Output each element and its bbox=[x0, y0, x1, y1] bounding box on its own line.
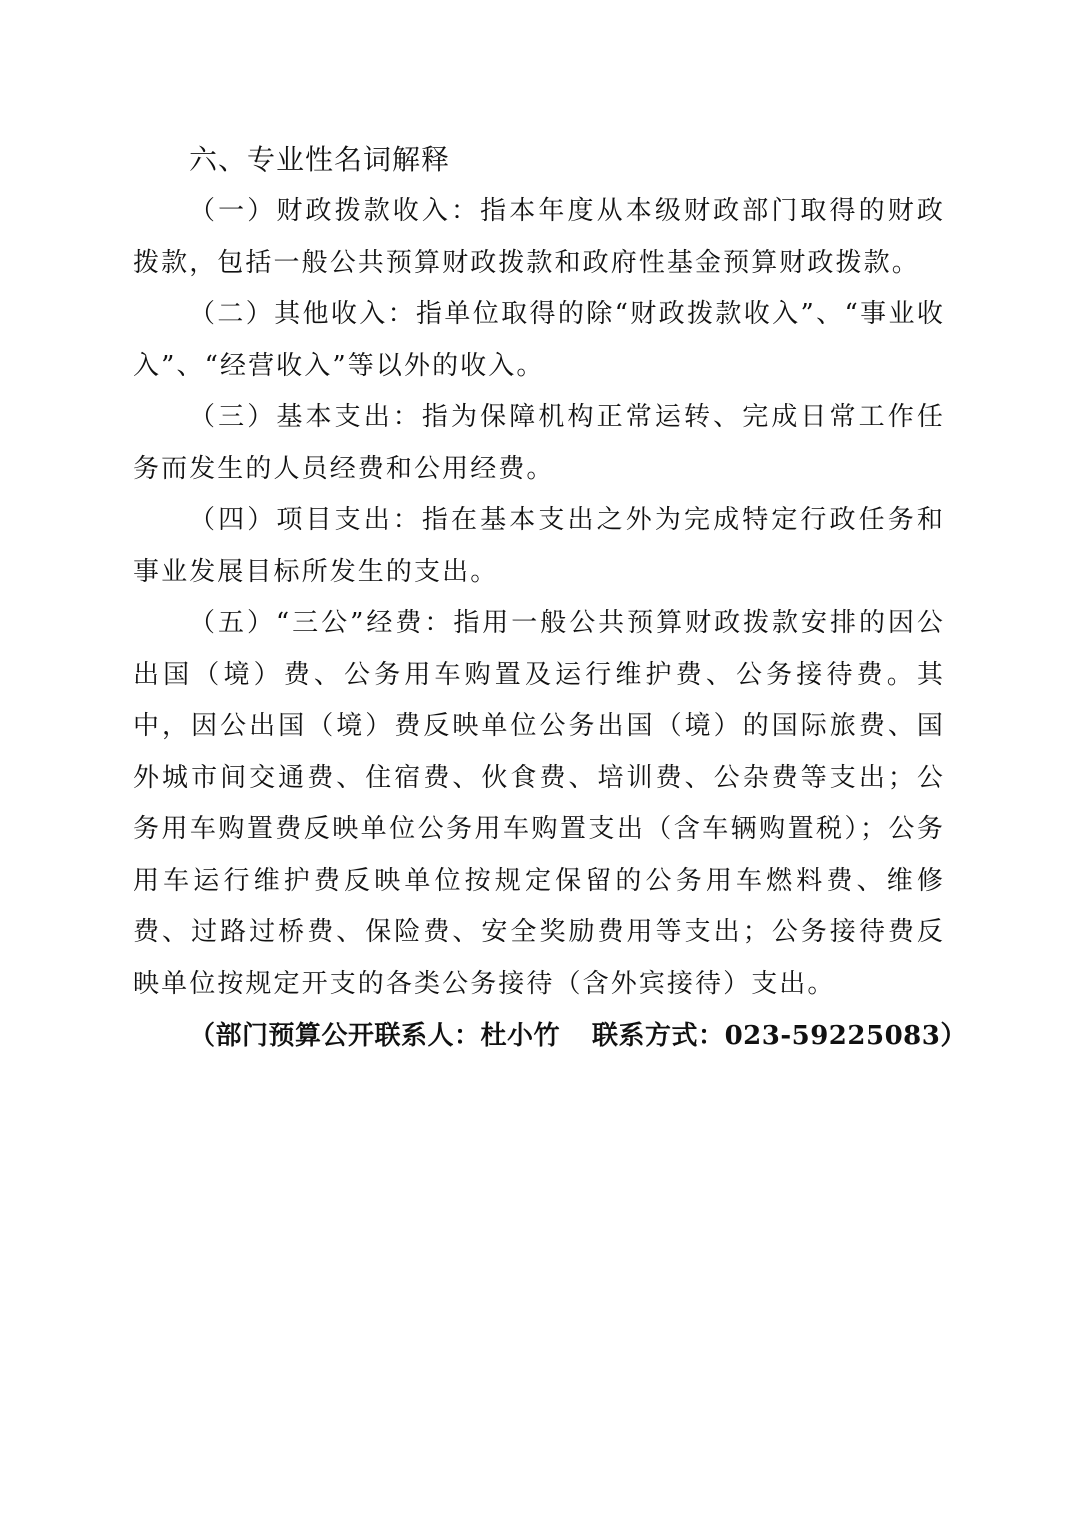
contact-phone: 023-59225083 bbox=[724, 1021, 941, 1051]
contact-line bbox=[133, 1010, 967, 1062]
definition-three-public-expenses: （五）“三公”经费：指用一般公共预算财政拨款安排的因公出国（境）费、公务用车购置及运行维护费、公务接待费。其中，因公出国（境）费反映单位公务出国（境）的国际旅费、国外城市间交通费、住宿费、伙食费、培训费、公杂费等支出；公务用车购置费反映单位公务用车购置支出（含车辆购置税）；公务用车运行维护费反映单位按规定保留的公务用车燃料费、维修费、过路过桥费、保险费、安全奖励费用等支出；公务接待费反映单位按规定开支的各类公务接待（含外宾接待）支出。 bbox=[133, 608, 945, 999]
document-page bbox=[133, 134, 967, 1062]
section-heading: 六、专业性名词解释 bbox=[189, 143, 451, 176]
definition-other-income: （二）其他收入：指单位取得的除“财政拨款收入”、“事业收入”、“经营收入”等以外的收入。 bbox=[133, 299, 945, 381]
contact-person: 杜小竹 bbox=[480, 1021, 561, 1051]
contact-method-label: 联系方式： bbox=[592, 1021, 725, 1051]
definition-fiscal-appropriation: （一）财政拨款收入：指本年度从本级财政部门取得的财政拨款，包括一般公共预算财政拨款和政府性基金预算财政拨款。 bbox=[133, 196, 945, 278]
contact-open-paren: （ bbox=[189, 1021, 216, 1051]
contact-person-label: 部门预算公开联系人： bbox=[215, 1021, 481, 1051]
definition-basic-expenditure: （三）基本支出：指为保障机构正常运转、完成日常工作任务而发生的人员经费和公用经费。 bbox=[133, 402, 945, 484]
definition-project-expenditure: （四）项目支出：指在基本支出之外为完成特定行政任务和事业发展目标所发生的支出。 bbox=[133, 505, 945, 587]
contact-close-paren: ） bbox=[940, 1021, 967, 1051]
